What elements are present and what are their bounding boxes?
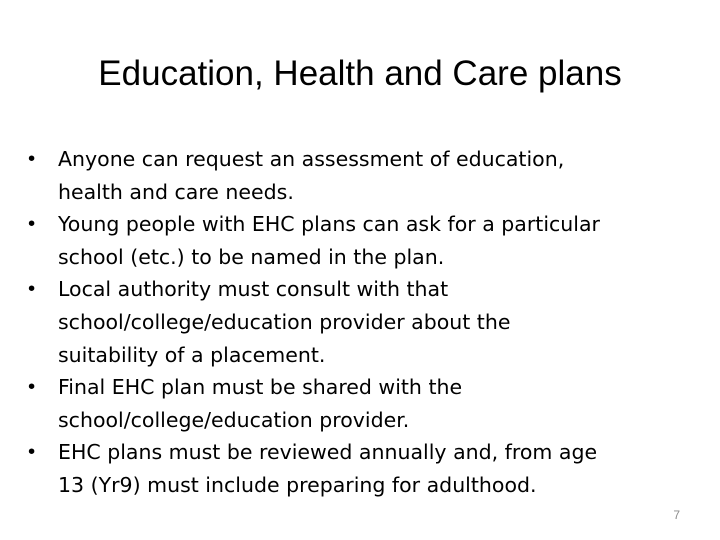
bullet-text: Anyone can request an assessment of education, health and care needs. xyxy=(58,147,565,204)
slide-title: Education, Health and Care plans xyxy=(98,54,622,93)
bullet-item xyxy=(26,273,706,371)
bullet-icon: • xyxy=(28,375,36,399)
bullet-icon: • xyxy=(28,277,36,301)
bullet-icon: • xyxy=(28,212,36,236)
bullet-icon: • xyxy=(28,440,36,464)
bullet-item xyxy=(26,208,706,273)
bullet-item xyxy=(26,371,706,436)
bullet-item xyxy=(26,436,706,501)
bullet-text: Local authority must consult with that school/college/education provider about the suitability of a placement. xyxy=(58,277,511,367)
bullet-text: EHC plans must be reviewed annually and, from age 13 (Yr9) must include preparing for adulthood. xyxy=(58,440,598,497)
bullet-icon: • xyxy=(28,147,36,170)
slide-number: 7 xyxy=(673,508,680,522)
bullet-list xyxy=(26,143,706,502)
bullet-text: Young people with EHC plans can ask for a particular school (etc.) to be named in the plan. xyxy=(58,212,600,269)
bullet-text: Final EHC plan must be shared with the school/college/education provider. xyxy=(58,375,463,432)
bullet-item xyxy=(26,143,706,208)
